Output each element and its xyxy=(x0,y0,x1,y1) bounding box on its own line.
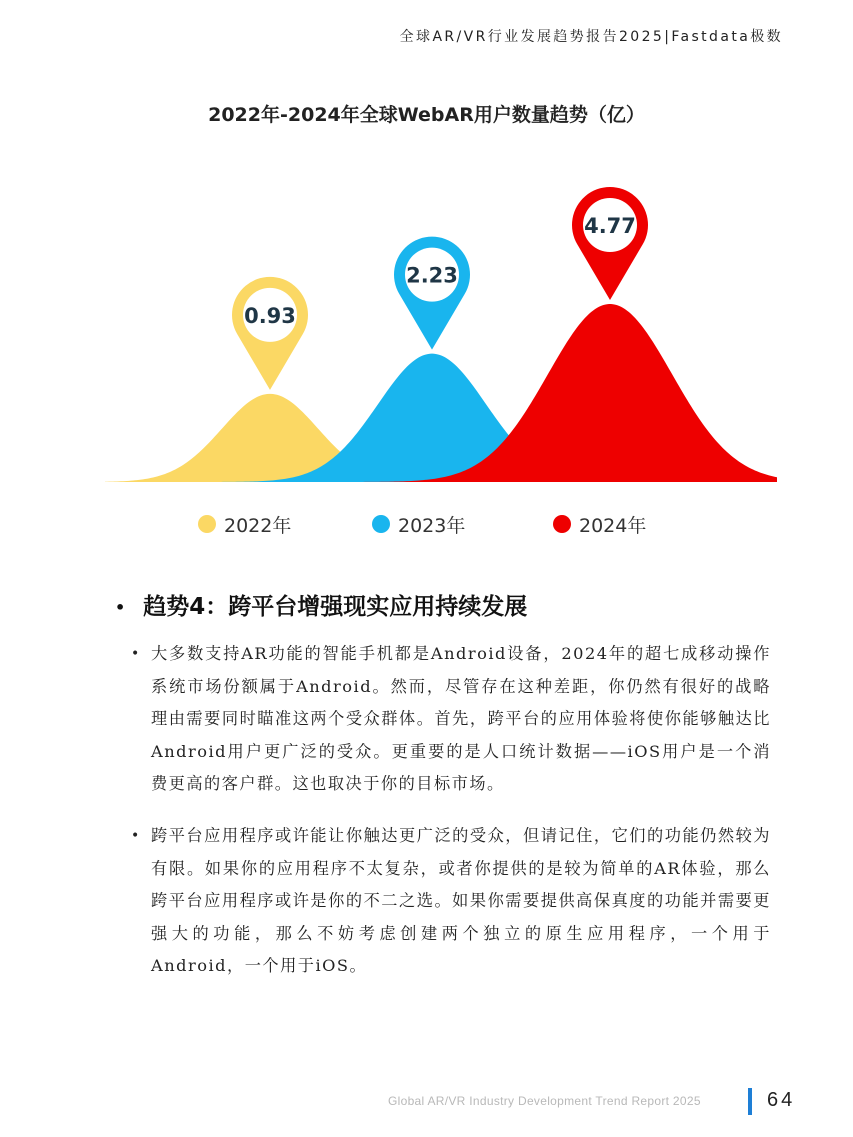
paragraph-bullet: • xyxy=(131,828,141,844)
legend-label-2023: 2023年 xyxy=(398,514,466,537)
legend-swatch-2022 xyxy=(198,515,216,533)
paragraph-2 xyxy=(131,820,771,983)
footer-report-title: Global AR/VR Industry Development Trend Report 2025 xyxy=(388,1094,701,1108)
section-title xyxy=(115,588,527,621)
legend-item-2023 xyxy=(372,510,465,538)
data-label-2022: 0.93 xyxy=(244,303,296,328)
legend-label-2022: 2022年 xyxy=(224,514,292,537)
section-bullet: • xyxy=(115,598,126,617)
data-label-2024: 4.77 xyxy=(584,214,636,238)
section-title-text: 趋势4：跨平台增强现实应用持续发展 xyxy=(143,594,528,620)
legend-item-2024 xyxy=(553,510,646,538)
paragraph-bullet: • xyxy=(131,646,141,662)
paragraph-text: 大多数支持AR功能的智能手机都是Android设备，2024年的超七成移动操作系统市场份额属于Android。然而，尽管存在这种差距，你仍然有很好的战略理由需要同时瞄准这两个受众群体。首先，跨平台的应用体验将使你能够触达比Android用户更广泛的受众。更重要的是人口统计数据——iOS用户是一个消费更高的客户群。这也取决于你的目标市场。 xyxy=(151,644,771,793)
legend-swatch-2024 xyxy=(553,515,571,533)
legend-swatch-2023 xyxy=(372,515,390,533)
legend-label-2024: 2024年 xyxy=(579,514,647,537)
chart-title: 2022年-2024年全球WebAR用户数量趋势（亿） xyxy=(208,104,645,126)
footer-accent-bar xyxy=(748,1088,752,1115)
paragraph-1 xyxy=(131,638,771,801)
value-pin-2023 xyxy=(394,237,470,350)
webar-users-chart xyxy=(0,175,853,495)
page-number: 64 xyxy=(767,1089,796,1111)
value-pin-2022 xyxy=(232,277,308,390)
value-pin-2024 xyxy=(572,187,648,300)
legend-item-2022 xyxy=(198,510,291,538)
report-header: 全球AR/VR行业发展趋势报告2025|Fastdata极数 xyxy=(399,29,783,45)
data-label-2023: 2.23 xyxy=(406,263,458,288)
paragraph-text: 跨平台应用程序或许能让你触达更广泛的受众，但请记住，它们的功能仍然较为有限。如果你的应用程序不太复杂，或者你提供的是较为简单的AR体验，那么跨平台应用程序或许是你的不二之选。如果你需要提供高保真度的功能并需要更强大的功能，那么不妨考虑创建两个独立的原生应用程序，一个用于Android，一个用于iOS。 xyxy=(151,826,771,975)
